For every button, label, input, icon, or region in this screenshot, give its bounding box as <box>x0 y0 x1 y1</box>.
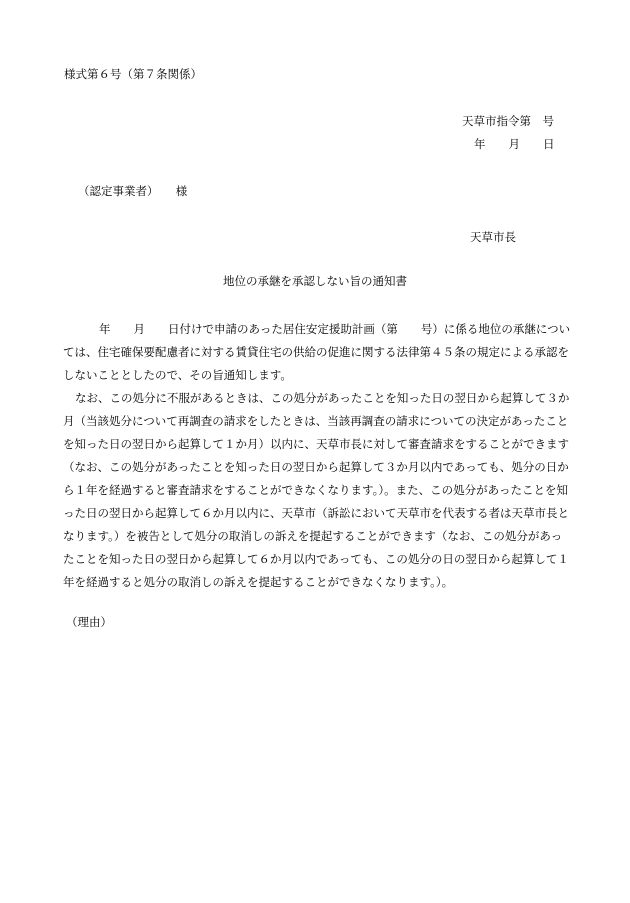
body-paragraph-decision: 年 月 日付けで申請のあった居住安定援助計画（第 号）に係る地位の承継については、住宅確保要配慮者に対する賃貸住宅の供給の促進に関する法律第４５条の規定による承認をしないこととしたので、その旨通知します。 <box>63 322 571 382</box>
notice-body <box>63 318 573 594</box>
body-paragraph-appeal: なお、この処分に不服があるときは、この処分があったことを知った日の翌日から起算して３か月（当該処分について再調査の請求をしたときは、当該再調査の請求についての決定があったことを知った日の翌日から起算して１か月）以内に、天草市長に対して審査請求をすることができます（なお、この処分があったことを知った日の翌日から起算して３か月以内であっても、処分の日から１年を経過すると審査請求をすることができなくなります。）。また、この処分があったことを知った日の翌日から起算して６か月以内に、天草市（訴訟において天草市を代表する者は天草市長となります。）を被告として処分の取消しの訴えを提起することができます（なお、この処分があったことを知った日の翌日から起算して６か月以内であっても、この処分の日の翌日から起算して１年を経過すると処分の取消しの訴えを提起することができなくなります。）。 <box>63 391 570 589</box>
issuer: 天草市長 <box>470 230 516 244</box>
reason-label: （理由） <box>66 615 112 629</box>
date-line: 年 月 日 <box>474 137 555 151</box>
form-number: 様式第６号（第７条関係） <box>64 67 202 81</box>
addressee: （認定事業者） 様 <box>78 184 188 198</box>
document-title: 地位の承継を承認しない旨の通知書 <box>223 274 407 288</box>
directive-number: 天草市指令第 号 <box>462 114 554 128</box>
